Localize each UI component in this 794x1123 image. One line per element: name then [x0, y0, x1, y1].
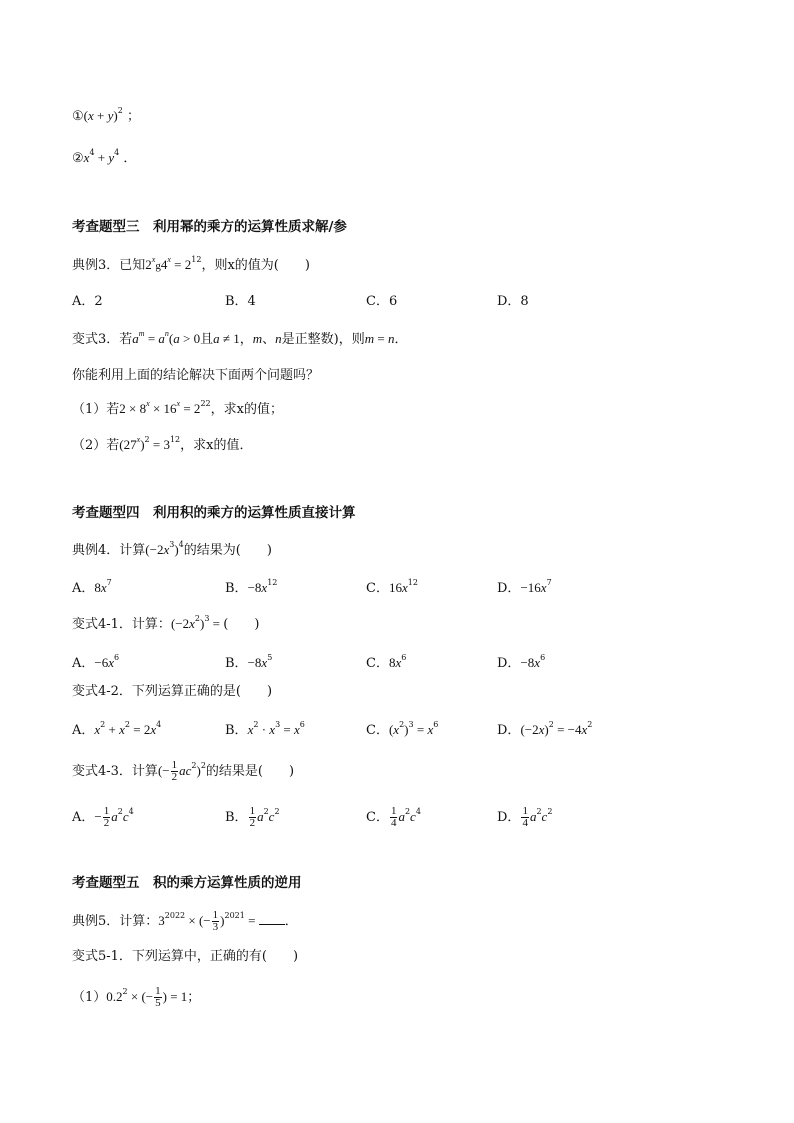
variant-4-3-option-b: B． $\frac{1}{2}$ $a^2c^2$	[225, 805, 280, 829]
variant-4-1: 变式4-1．计算：$(-2x^2)^3$ = ( )	[72, 614, 260, 632]
variant-5-1-item-1: $(1)0.2^2$ × (− $\frac{1}{5}$ ) = 1；	[72, 985, 201, 1009]
example-5: 典例5．计算：$3^{2022}$ × (− $\frac{1}{3}$ )$^{2021}$ = ．	[72, 909, 298, 933]
variant-3: 变式3．若$a^m = a^n(a > 0$且a ≠ 1，m、n是正整数)，则m = n．	[72, 329, 408, 347]
item-2-tail: ．	[123, 151, 137, 166]
example-4: 典例4．计算$(-2x^3)^4$的结果为( )	[72, 540, 272, 558]
circled-2-marker: ②	[72, 151, 84, 166]
intro-item-1: ①(x + y)$^2$ ；	[72, 106, 140, 124]
variant-4-1-option-b: B．$-8x^5$	[225, 653, 273, 671]
variant-5-1: 变式5-1．下列运算中，正确的有( )	[72, 949, 299, 964]
example-4-option-c: C．$16x^{12}$	[366, 578, 418, 596]
variant-4-2-option-b: B．$x^2 \cdot x^3 = x^6$	[225, 720, 305, 738]
item-1-tail: ；	[126, 109, 140, 124]
example-4-option-b: B．$-8x^{12}$	[225, 578, 278, 596]
variant-4-1-option-d: D．$-8x^6$	[497, 653, 546, 671]
intro-item-2: $②x^4 + y^4$ ．	[72, 148, 137, 166]
example-3-option-b: B．4	[225, 294, 256, 309]
variant-4-1-option-c: C．$8x^6$	[366, 653, 407, 671]
variant-4-2-option-d: D．$(-2x)^2 = -4x^2$	[497, 720, 593, 738]
variant-4-1-option-a: A．$-6x^6$	[72, 653, 120, 671]
example-3-option-a: A．2	[72, 294, 103, 309]
fraction-one-half: $\frac{1}{2}$	[171, 759, 178, 783]
variant-4-2-option-c: C．$(x^2)^3 = x^6$	[366, 720, 439, 738]
variant-3-q1: （1）若$2 \times 8^x \times 16^x = 2^{22}$，求x的值；	[72, 399, 283, 417]
variant-4-3: 变式4-3．计算(− $\frac{1}{2}$ $ac^2)^2$的结果是( )	[72, 759, 295, 783]
example-3-option-c: C．6	[366, 294, 398, 309]
circled-1-marker: ①	[72, 109, 84, 124]
section-5-title: 考查题型五 积的乘方运算性质的逆用	[72, 875, 302, 891]
section-4-title: 考查题型四 利用积的乘方的运算性质直接计算	[72, 505, 356, 521]
variant-4-3-option-a: A．− $\frac{1}{2}$ $a^2c^4$	[72, 805, 134, 829]
variant-4-3-option-d: D． $\frac{1}{4}$ $a^2c^2$	[497, 805, 553, 829]
example-3: 典例3．已知$2^xg4^x = 2^{12}$，则x的值为( )	[72, 255, 310, 273]
variant-3-q2: （2）若$(27^x)^2 = 3^{12}$，求x的值．	[72, 435, 253, 453]
example-3-option-d: D．8	[497, 294, 529, 309]
variant-3-question: 你能利用上面的结论解决下面两个问题吗？	[72, 368, 320, 383]
variant-4-2-option-a: A．$x^2 + x^2 = 2x^4$	[72, 720, 162, 738]
answer-blank[interactable]	[259, 912, 285, 925]
example-4-option-a: A．$8x^7$	[72, 578, 112, 596]
section-3-title: 考查题型三 利用幂的乘方的运算性质求解/参	[72, 219, 347, 235]
variant-4-2: 变式4-2．下列运算正确的是( )	[72, 684, 273, 699]
variant-4-3-option-c: C． $\frac{1}{4}$ $a^2c^4$	[366, 805, 421, 829]
example-4-option-d: D．$-16x^7$	[497, 578, 552, 596]
